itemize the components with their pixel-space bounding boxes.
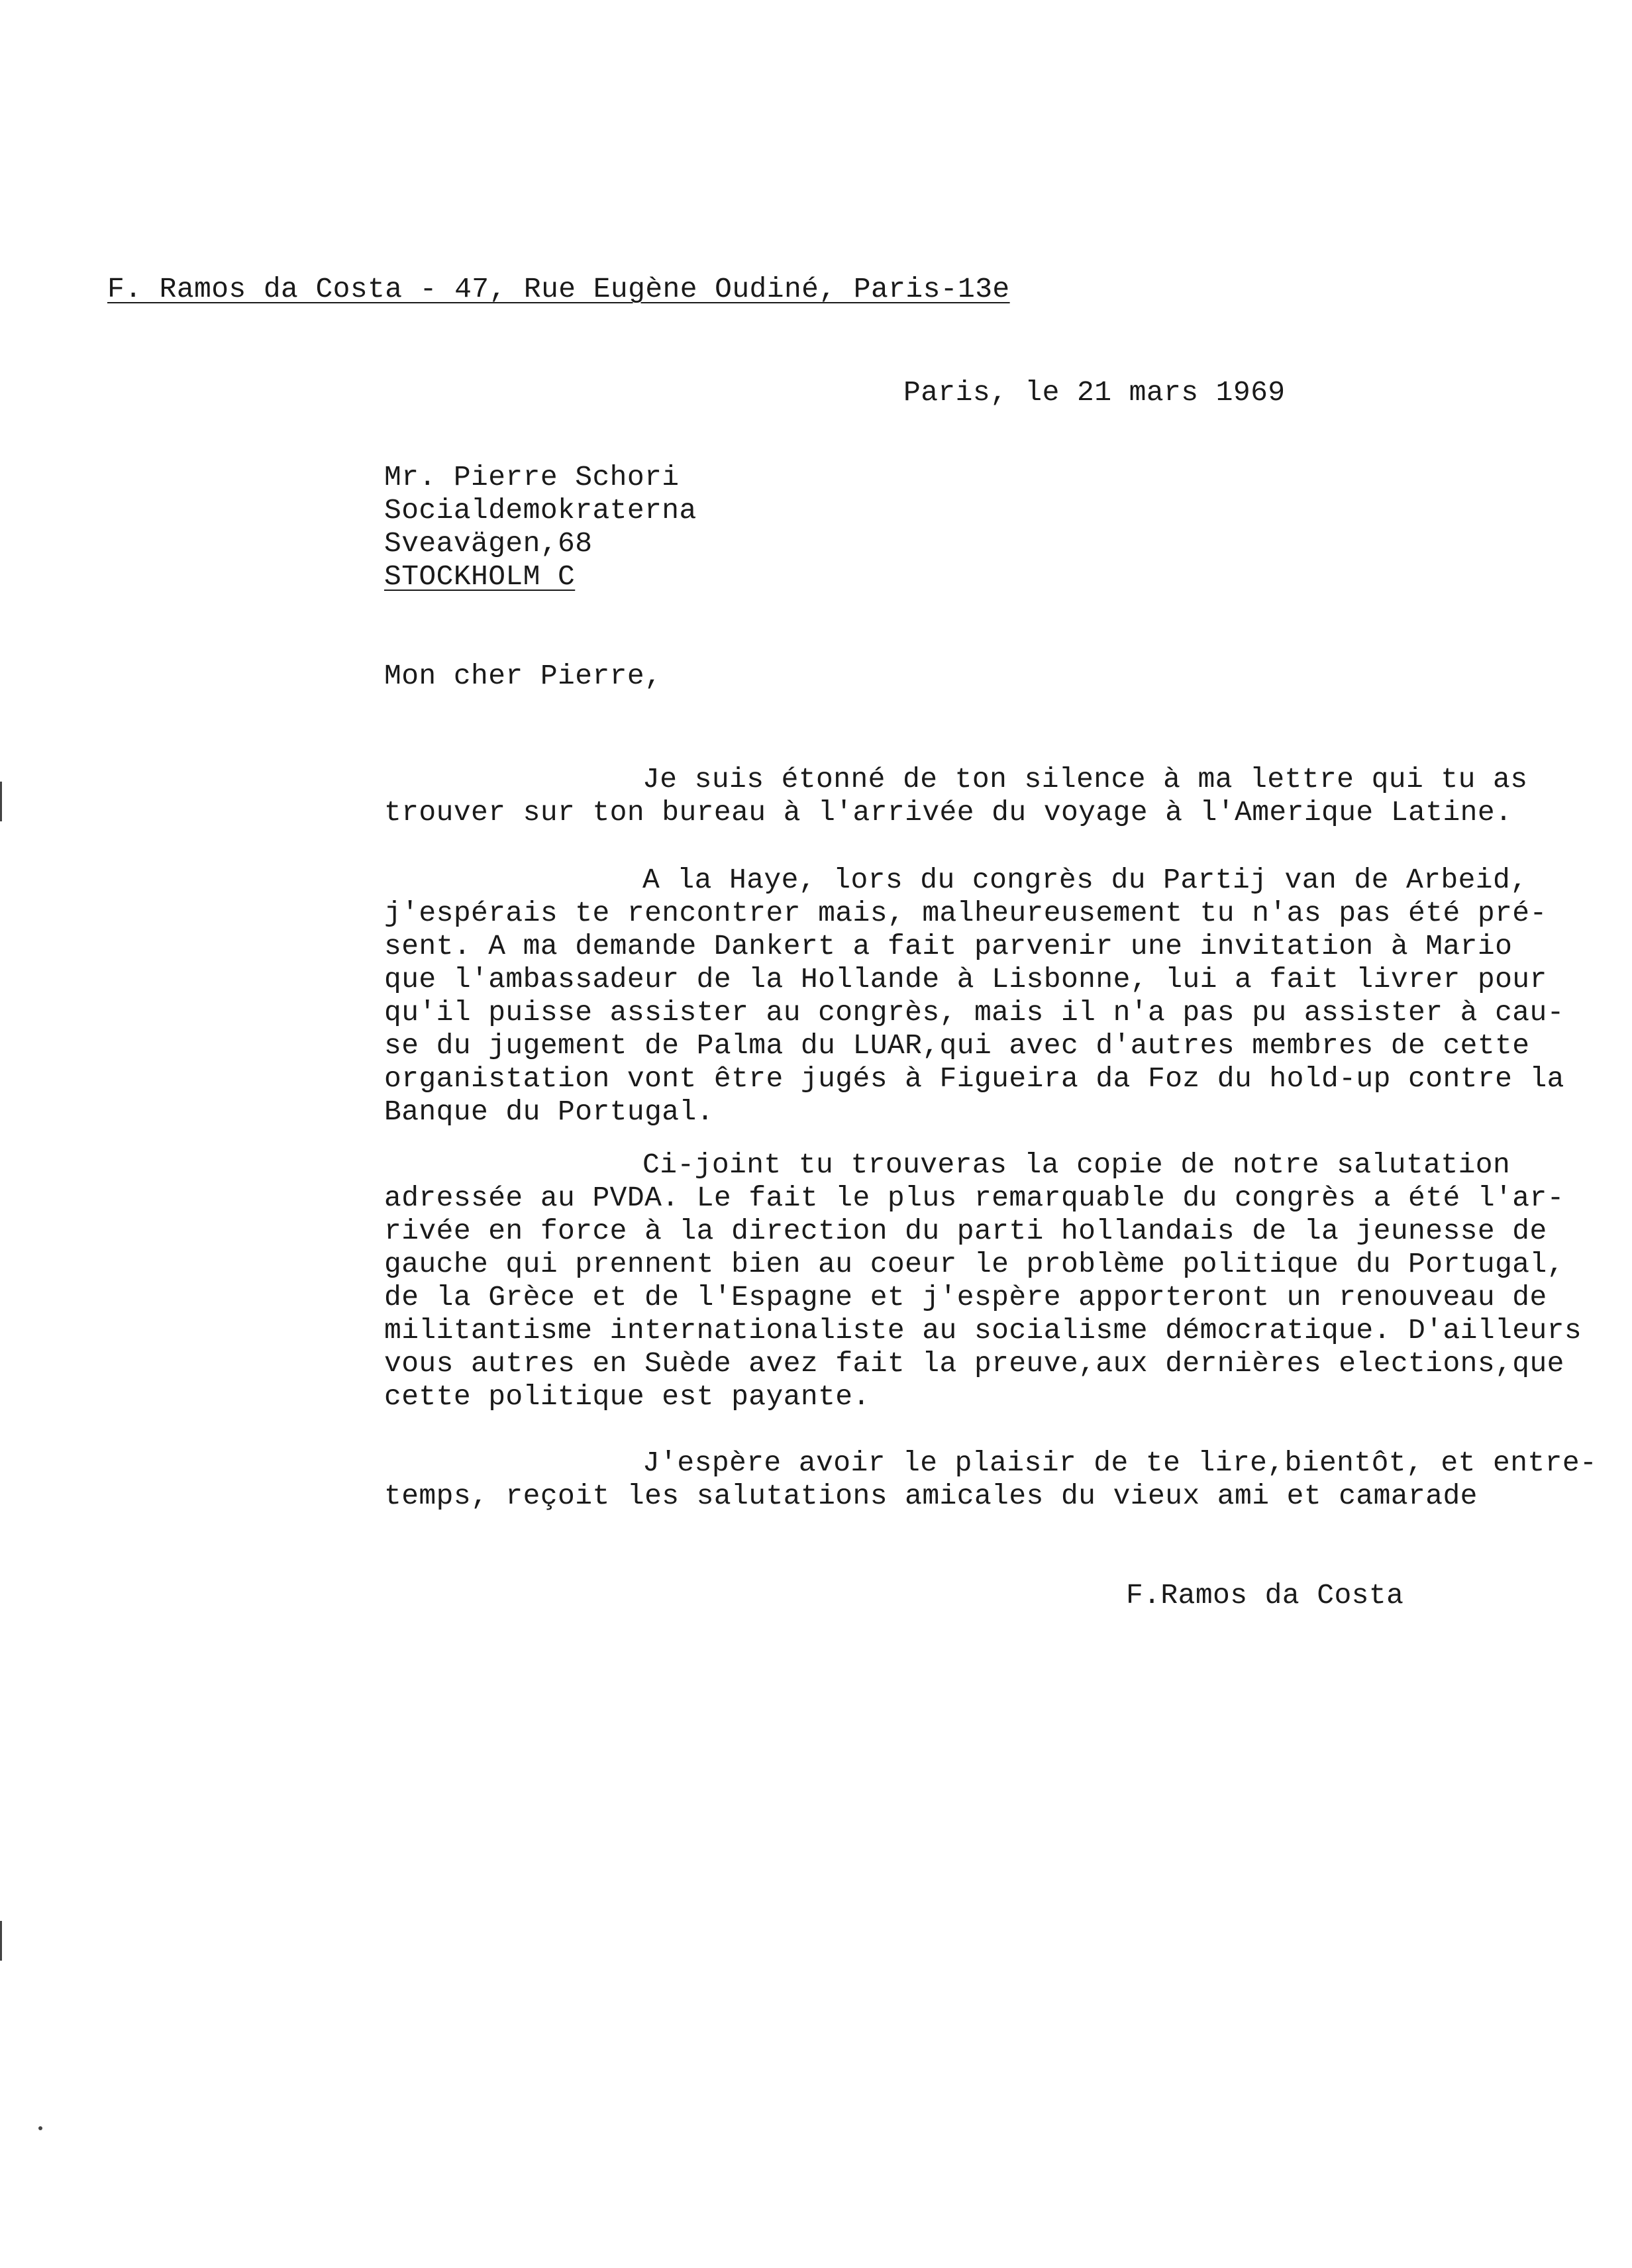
text-line: Ci-joint tu trouveras la copie de notre salutation bbox=[642, 1149, 1511, 1181]
sender-header: F. Ramos da Costa - 47, Rue Eugène Oudiné, Paris-13e bbox=[107, 273, 1010, 305]
text-line: gauche qui prennent bien au coeur le problème politique du Portugal, bbox=[384, 1248, 1564, 1280]
text-line: qu'il puisse assister au congrès, mais il n'a pas pu assister à cau- bbox=[384, 996, 1564, 1029]
salutation: Mon cher Pierre, bbox=[384, 660, 662, 692]
scan-edge-mark bbox=[0, 782, 2, 821]
address-line: STOCKHOLM C bbox=[384, 560, 576, 593]
text-line: se du jugement de Palma du LUAR,qui avec d'autres membres de cette bbox=[384, 1029, 1530, 1062]
ink-speck bbox=[38, 2126, 42, 2130]
text-line: Banque du Portugal. bbox=[384, 1096, 714, 1128]
text-line: vous autres en Suède avez fait la preuve,aux dernières elections,que bbox=[384, 1347, 1564, 1380]
text-line: temps, reçoit les salutations amicales du vieux ami et camarade bbox=[384, 1480, 1478, 1512]
address-line: Socialdemokraterna bbox=[384, 494, 697, 527]
text-line: organistation vont être jugés à Figueira da Foz du hold-up contre la bbox=[384, 1062, 1564, 1095]
text-line: adressée au PVDA. Le fait le plus remarquable du congrès a été l'ar- bbox=[384, 1182, 1564, 1214]
text-line: sent. A ma demande Dankert a fait parvenir une invitation à Mario bbox=[384, 930, 1513, 962]
text-line: Je suis étonné de ton silence à ma lettre qui tu as bbox=[642, 763, 1528, 796]
address-line: Mr. Pierre Schori bbox=[384, 461, 680, 493]
text-line: J'espère avoir le plaisir de te lire,bientôt, et entre- bbox=[642, 1447, 1598, 1479]
text-line: j'espérais te rencontrer mais, malheureusement tu n'as pas été pré- bbox=[384, 897, 1547, 929]
address-line: Sveavägen,68 bbox=[384, 527, 593, 560]
text-line: que l'ambassadeur de la Hollande à Lisbonne, lui a fait livrer pour bbox=[384, 963, 1547, 996]
text-line: A la Haye, lors du congrès du Partij van de Arbeid, bbox=[642, 864, 1528, 896]
text-line: trouver sur ton bureau à l'arrivée du voyage à l'Amerique Latine. bbox=[384, 796, 1513, 829]
text-line: cette politique est payante. bbox=[384, 1380, 870, 1413]
text-line: militantisme internationaliste au socialisme démocratique. D'ailleurs bbox=[384, 1314, 1582, 1347]
text-line: rivée en force à la direction du parti hollandais de la jeunesse de bbox=[384, 1215, 1547, 1247]
scan-edge-mark bbox=[0, 1921, 2, 1961]
letter-date: Paris, le 21 mars 1969 bbox=[903, 376, 1286, 409]
text-line: de la Grèce et de l'Espagne et j'espère apporteront un renouveau de bbox=[384, 1281, 1547, 1314]
signature: F.Ramos da Costa bbox=[1126, 1579, 1404, 1612]
